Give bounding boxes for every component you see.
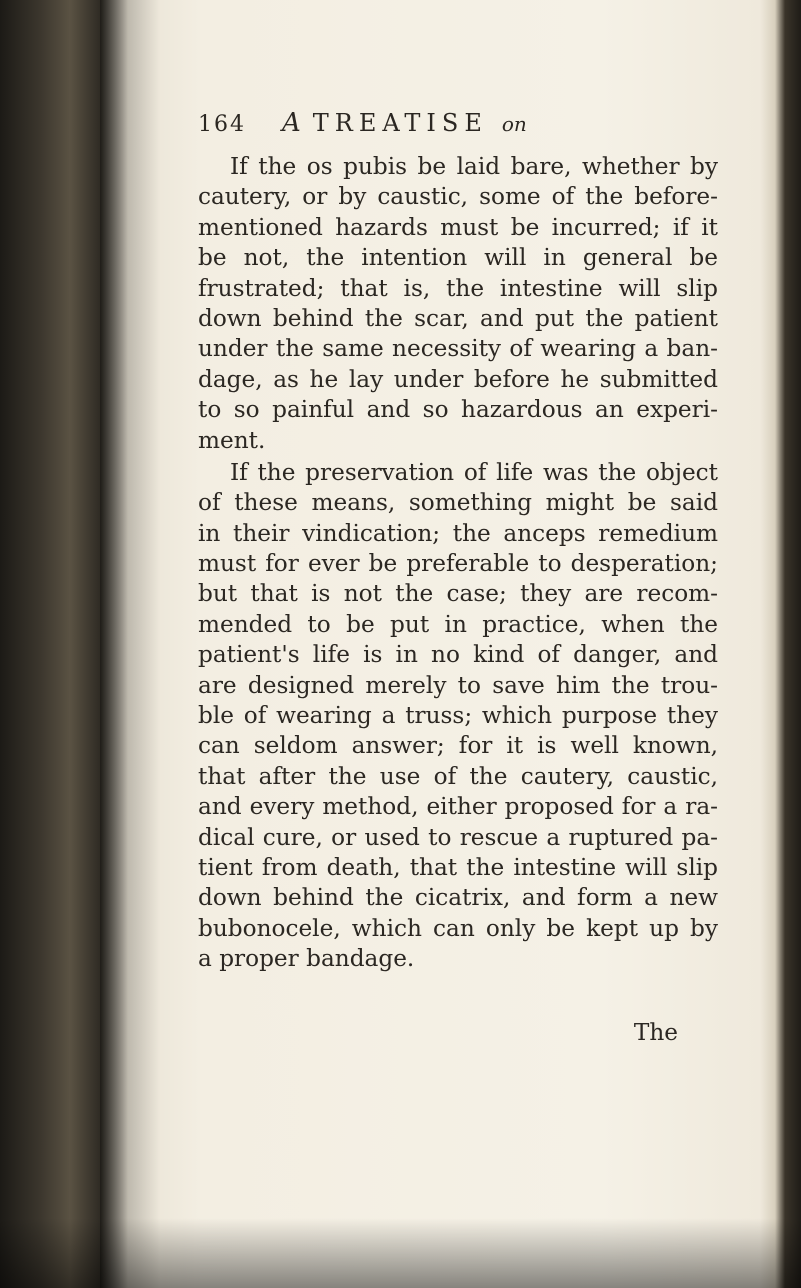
paragraph [198,152,718,456]
catchword: The [633,1018,678,1046]
text-line: down behind the cicatrix, and form a new [198,884,718,912]
text-line: tient from death, that the intestine will slip [198,853,718,881]
text-line: cautery, or by caustic, some of the before- [198,183,718,211]
text-line: are designed merely to save him the trou- [198,671,718,699]
text-line: down behind the scar, and put the patient [198,304,718,332]
gutter-shadow [100,0,160,1288]
text-line: to so painful and so hazardous an experi- [198,396,718,424]
text-line: mentioned hazards must be incurred; if it [198,213,718,241]
paragraph [198,458,718,975]
text-line: of these means, something might be said [198,489,718,517]
text-line: dage, as he lay under before he submitted [198,365,718,393]
text-line: a proper bandage. [198,945,415,973]
text-line: under the same necessity of wearing a ban- [198,335,718,363]
running-head-article: A [282,108,303,138]
running-head [198,108,718,148]
text-line: that after the use of the cautery, caustic, [198,762,718,790]
running-head-suffix: on [501,112,527,136]
text-line: patient's life is in no kind of danger, and [198,641,718,669]
text-line: but that is not the case; they are recom- [198,580,718,608]
text-line: ment. [198,426,266,454]
text-line: mended to be put in practice, when the [198,610,718,638]
page-number: 164 [198,112,246,137]
text-line: and every method, either proposed for a ra- [198,793,718,821]
text-line: in their vindication; the anceps remedium [198,519,718,547]
running-head-title: TREATISE [312,109,488,137]
text-line: be not, the intention will in general be [198,244,718,272]
page-content [198,108,718,1046]
text-line: If the preservation of life was the object [230,458,718,486]
text-line: must for ever be preferable to desperation; [198,550,718,578]
text-line: dical cure, or used to rescue a ruptured pa- [198,823,718,851]
page-bottom-shadow [0,1218,801,1288]
body-text [198,152,718,975]
text-line: frustrated; that is, the intestine will slip [198,274,718,302]
text-line: can seldom answer; for it is well known, [198,732,718,760]
text-line: bubonocele, which can only be kept up by [198,914,718,942]
text-line: ble of wearing a truss; which purpose they [198,702,718,730]
text-line: If the os pubis be laid bare, whether by [230,153,718,180]
